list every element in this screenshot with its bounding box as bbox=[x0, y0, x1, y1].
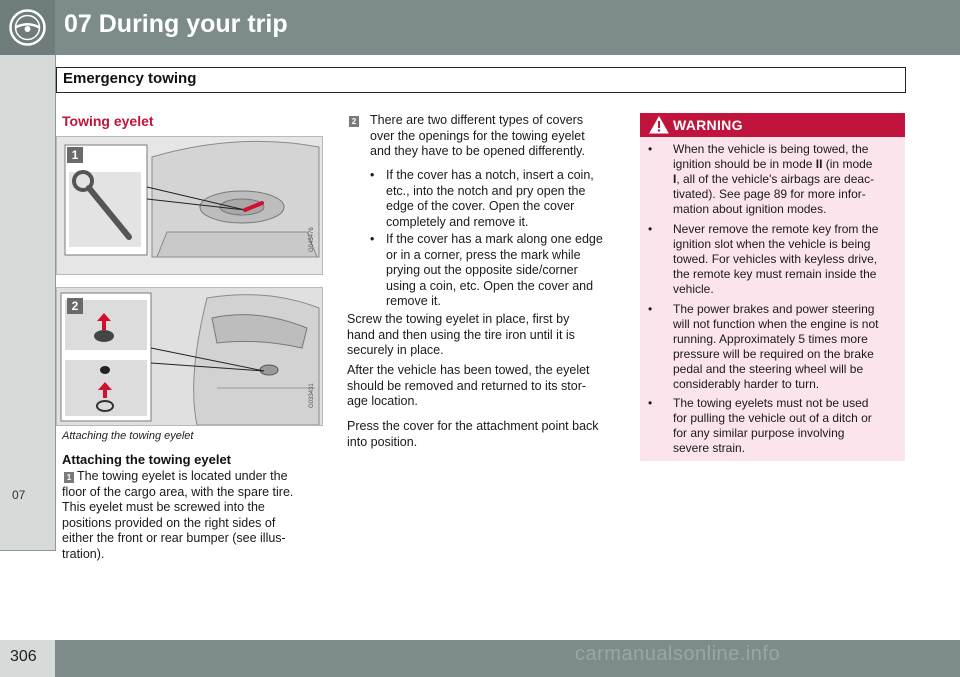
figure2-badge: 2 bbox=[67, 298, 83, 314]
text-line: etc., into the notch and pry open the bbox=[386, 183, 586, 198]
text-line: positions provided on the right sides of bbox=[62, 515, 276, 530]
footer-bar bbox=[0, 640, 960, 677]
paragraph-cover bbox=[347, 419, 632, 450]
text-line: After the vehicle has been towed, the eyelet bbox=[347, 363, 590, 377]
text-line: tration). bbox=[62, 546, 105, 561]
bullet-dot: • bbox=[648, 142, 653, 156]
text-line: Press the cover for the attachment point back bbox=[347, 419, 599, 433]
step2-text bbox=[370, 113, 630, 160]
text-line: for pulling the vehicle out of a ditch or bbox=[673, 411, 872, 425]
steering-wheel-icon bbox=[0, 0, 55, 55]
chapter-side-tab[interactable] bbox=[0, 55, 56, 551]
attaching-heading: Attaching the towing eyelet bbox=[62, 452, 232, 467]
warning-title: WARNING bbox=[673, 117, 743, 133]
warning-triangle-icon bbox=[649, 116, 669, 134]
text-line: using a coin, etc. Open the cover and bbox=[386, 278, 594, 293]
section-title-box bbox=[56, 67, 906, 93]
text-line: I, all of the vehicle's airbags are deac- bbox=[673, 172, 875, 186]
text-line: floor of the cargo area, with the spare tire. bbox=[62, 484, 294, 499]
text-line: The towing eyelet is located under the bbox=[77, 469, 288, 483]
text-line: towed. For vehicles with keyless drive, bbox=[673, 252, 878, 266]
text-line: pedal and the steering wheel will be bbox=[673, 362, 864, 376]
paragraph-screw bbox=[347, 312, 627, 359]
figure2-code: G033431 bbox=[309, 383, 315, 408]
text-line: over the openings for the towing eyelet bbox=[370, 128, 585, 143]
text-line: If the cover has a notch, insert a coin, bbox=[386, 168, 594, 182]
bullet-item bbox=[370, 232, 630, 310]
text-line: This eyelet must be screwed into the bbox=[62, 500, 265, 514]
text-line: securely in place. bbox=[347, 343, 444, 357]
text-line: The power brakes and power steering bbox=[673, 302, 875, 316]
figure1-code: G045476 bbox=[309, 227, 315, 252]
warning-box bbox=[640, 113, 905, 461]
text-line: considerably harder to turn. bbox=[673, 377, 820, 391]
page-number-box bbox=[0, 640, 55, 677]
text-line: edge of the cover. Open the cover bbox=[386, 199, 575, 213]
step1-text bbox=[62, 469, 347, 562]
paragraph-after-towing bbox=[347, 363, 627, 410]
chapter-title: 07 During your trip bbox=[64, 10, 288, 38]
text-line: mation about ignition modes. bbox=[673, 202, 827, 216]
figure1-badge: 1 bbox=[67, 147, 83, 163]
bullet-dot: • bbox=[648, 222, 653, 236]
text-line: ignition slot when the vehicle is being bbox=[673, 237, 871, 251]
step2-badge: 2 bbox=[349, 116, 359, 127]
text-line: remove it. bbox=[386, 294, 441, 308]
section-title: Emergency towing bbox=[63, 70, 197, 87]
chapter-tab-label: 07 bbox=[12, 488, 26, 502]
warning-header bbox=[640, 113, 905, 137]
watermark-text: carmanualsonline.info bbox=[575, 643, 781, 665]
text-line: age location. bbox=[347, 394, 418, 408]
text-line: prying out the opposite side/corner bbox=[386, 263, 578, 277]
figure-caption: Attaching the towing eyelet bbox=[62, 430, 194, 442]
text-line: If the cover has a mark along one edge bbox=[386, 232, 603, 246]
text-line: severe strain. bbox=[673, 441, 746, 455]
text-line: for any similar purpose involving bbox=[673, 426, 845, 440]
bullet-dot: • bbox=[370, 232, 375, 246]
text-line: either the front or rear bumper (see illus- bbox=[62, 531, 286, 545]
text-line: the remote key must remain inside the bbox=[673, 267, 877, 281]
text-line: running. Approximately 5 times more bbox=[673, 332, 868, 346]
bullet-dot: • bbox=[648, 396, 653, 410]
text-line: or in a corner, press the mark while bbox=[386, 247, 581, 262]
bullet-item bbox=[370, 168, 630, 230]
text-line: ignition should be in mode II (in mode bbox=[673, 157, 873, 171]
text-line: There are two different types of covers bbox=[370, 113, 584, 127]
cargo-area-illustration bbox=[56, 136, 323, 275]
text-line: When the vehicle is being towed, the bbox=[673, 142, 869, 156]
cargo-area-drawing bbox=[57, 137, 322, 274]
towing-eyelet-heading: Towing eyelet bbox=[62, 113, 154, 129]
text-line: should be removed and returned to its stor- bbox=[347, 378, 587, 393]
text-line: completely and remove it. bbox=[386, 214, 529, 229]
text-line: Screw the towing eyelet in place, first by bbox=[347, 312, 570, 326]
text-line: Never remove the remote key from the bbox=[673, 222, 879, 236]
text-line: vehicle. bbox=[673, 282, 714, 296]
step1-badge: 1 bbox=[64, 472, 74, 483]
text-line: The towing eyelets must not be used bbox=[673, 396, 869, 410]
text-line: hand and then using the tire iron until it is bbox=[347, 327, 575, 342]
page-number: 306 bbox=[10, 648, 37, 665]
text-line: into position. bbox=[347, 434, 418, 449]
text-line: pressure will be required on the brake bbox=[673, 347, 874, 361]
front-bumper-drawing bbox=[57, 288, 322, 425]
text-line: tivated). See page 89 for more infor- bbox=[673, 187, 866, 201]
bullet-dot: • bbox=[370, 168, 375, 182]
front-bumper-illustration bbox=[56, 287, 323, 426]
text-line: will not function when the engine is not bbox=[673, 317, 879, 331]
text-line: and they have to be opened differently. bbox=[370, 144, 585, 158]
bullet-dot: • bbox=[648, 302, 653, 316]
